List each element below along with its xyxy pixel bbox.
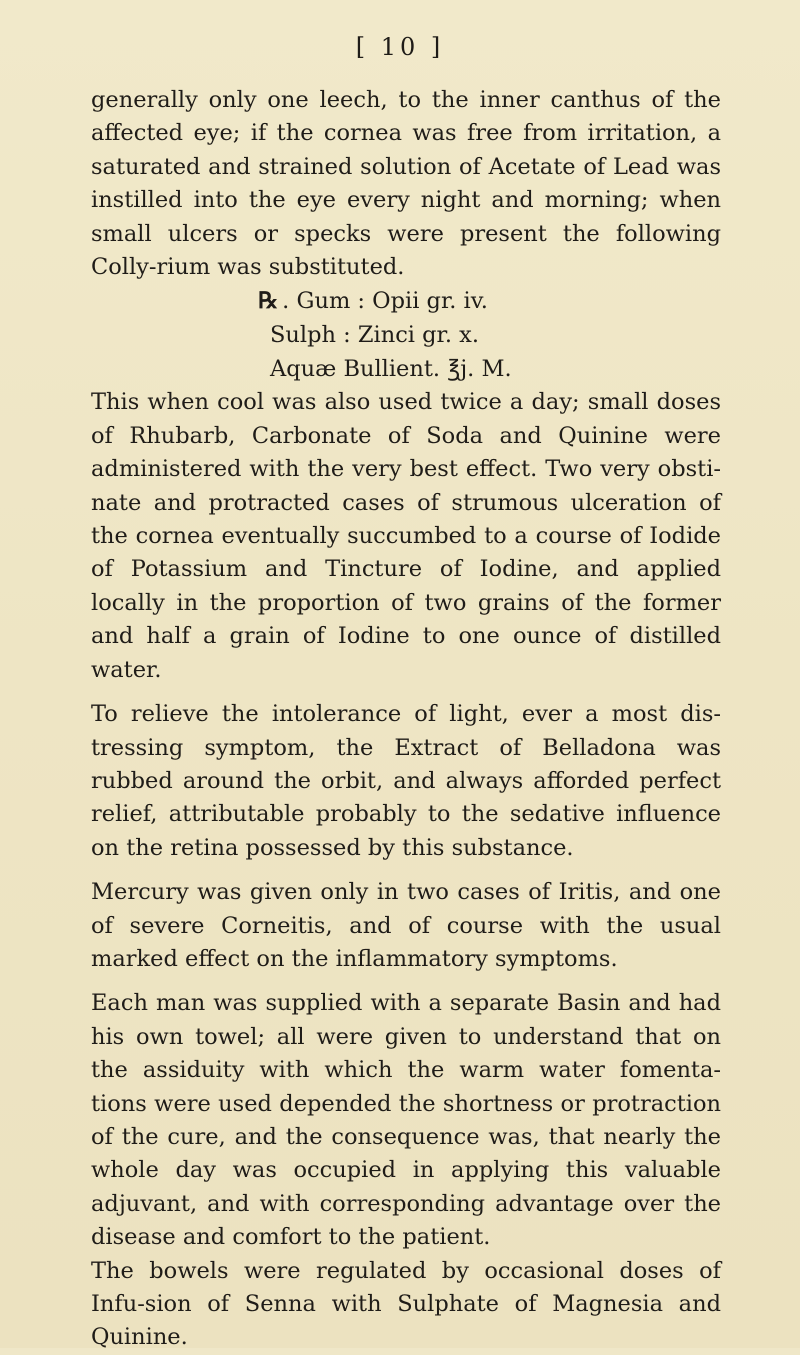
paragraph-basin-towel: Each man was supplied with a separate Basin and had his own towel; all were given to understand that on the assiduity with which the warm water fomenta-tions were used depended the shortness or protraction of the cure, and the consequence was, that nearly the whole day was occupied in applying this valuable adjuvant, and with corresponding advantage over the disease and comfort to the patient. xyxy=(91,990,721,1251)
prescription xyxy=(258,284,721,386)
page-number: [ 10 ] xyxy=(355,33,445,61)
paragraph-leech-treatment: generally only one leech, to the inner canthus of the affected eye; if the cornea was free from irritation, a saturated and strained solution of Acetate of Lead was instilled into the eye every night and morning; when small ulcers or specks were present the following Colly-rium was substituted. xyxy=(91,87,721,281)
body-text xyxy=(91,84,721,1355)
prescription-line-3: Aquæ Bullient. ℥j. M. xyxy=(270,356,512,383)
paragraph-rhubarb-iodide: This when cool was also used twice a day; small doses of Rhubarb, Carbonate of Soda and Quinine were administered with the very best effect. Two very obsti-nate and protracted cases of strumous ulceration of the cornea eventually succumbed to a course of Iodide of Potassium and Tincture of Iodine, and applied locally in the proportion of two grains of the former and half a grain of Iodine to one ounce of distilled water. xyxy=(91,389,721,683)
prescription-line-1 xyxy=(258,284,721,318)
prescription-line-1-text: . Gum : Opii gr. iv. xyxy=(282,288,488,315)
paragraph-bowels: The bowels were regulated by occasional doses of Infu-sion of Senna with Sulphate of Magnesia and Quinine. xyxy=(91,1257,721,1351)
paragraph-mercury: Mercury was given only in two cases of Iritis, and one of severe Corneitis, and of course with the usual marked effect on the inflammatory symptoms. xyxy=(91,879,721,972)
paragraph-belladona: To relieve the intolerance of light, ever a most dis-tressing symptom, the Extract of Belladona was rubbed around the orbit, and always afforded perfect relief, attributable probably to the sedative influence on the retina possessed by this substance. xyxy=(91,701,721,861)
prescription-line-2: Sulph : Zinci gr. x. xyxy=(270,322,479,349)
recipe-symbol-icon: ℞ xyxy=(258,288,279,315)
